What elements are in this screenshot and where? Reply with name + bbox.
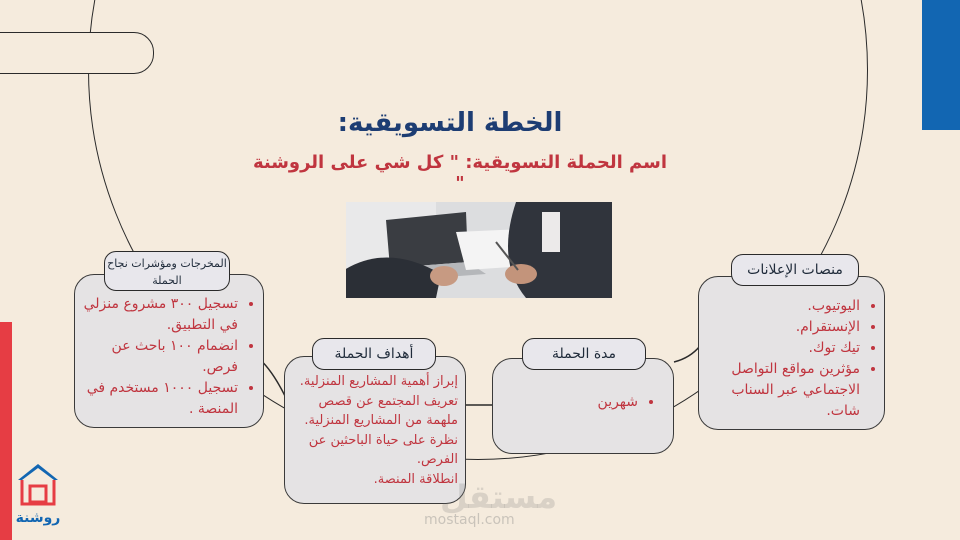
slide-title: الخطة التسويقية: xyxy=(337,108,563,138)
platforms-list-container xyxy=(706,296,876,422)
list-item: • اليوتيوب. xyxy=(706,296,860,317)
duration-label: مدة الحملة xyxy=(522,338,646,370)
goal-line: تعريف المجتمع عن قصص ملهمة من المشاريع المنزلية. xyxy=(304,393,458,428)
list-item: • مؤثرين مواقع التواصل الاجتماعي عبر السناب شات. xyxy=(706,359,860,422)
list-item: • شهرين xyxy=(500,392,638,412)
logo xyxy=(14,460,62,526)
watermark-url: mostaql.com xyxy=(424,512,515,528)
list-item: • تسجيل ٣٠٠ مشروع منزلي في التطبيق. xyxy=(82,294,238,336)
slide-subtitle: اسم الحملة التسويقية: " كل شي على الروشنة " xyxy=(252,152,668,194)
list-item: • الإنستقرام. xyxy=(706,317,860,338)
goal-line: انطلاقة المنصة. xyxy=(373,471,458,487)
logo-text: روشنة xyxy=(15,510,61,526)
watermark-text: مستقل xyxy=(440,478,558,516)
list-item: • تسجيل ١٠٠٠ مستخدم في المنصة . xyxy=(82,378,238,420)
platforms-list xyxy=(706,296,876,422)
platforms-label: منصات الإعلانات xyxy=(731,254,859,286)
house-icon xyxy=(14,460,62,508)
outcomes-label: المخرجات ومؤشرات نجاح الحملة xyxy=(104,251,230,291)
outcomes-list-container xyxy=(82,294,254,420)
list-item: • تيك توك. xyxy=(706,338,860,359)
duration-list xyxy=(500,392,660,412)
goals-label: أهداف الحملة xyxy=(312,338,436,370)
list-item: • انضمام ١٠٠ باحث عن فرص. xyxy=(82,336,238,378)
goal-line: نظرة على حياة الباحثين عن الفرص. xyxy=(308,432,458,467)
outcomes-list xyxy=(82,294,254,420)
goal-line: إبراز أهمية المشاريع المنزلية. xyxy=(299,374,458,389)
goals-text xyxy=(290,372,458,489)
duration-list-container xyxy=(500,392,660,412)
connector-duration-platforms xyxy=(674,346,700,362)
business-meeting-photo xyxy=(346,202,612,298)
